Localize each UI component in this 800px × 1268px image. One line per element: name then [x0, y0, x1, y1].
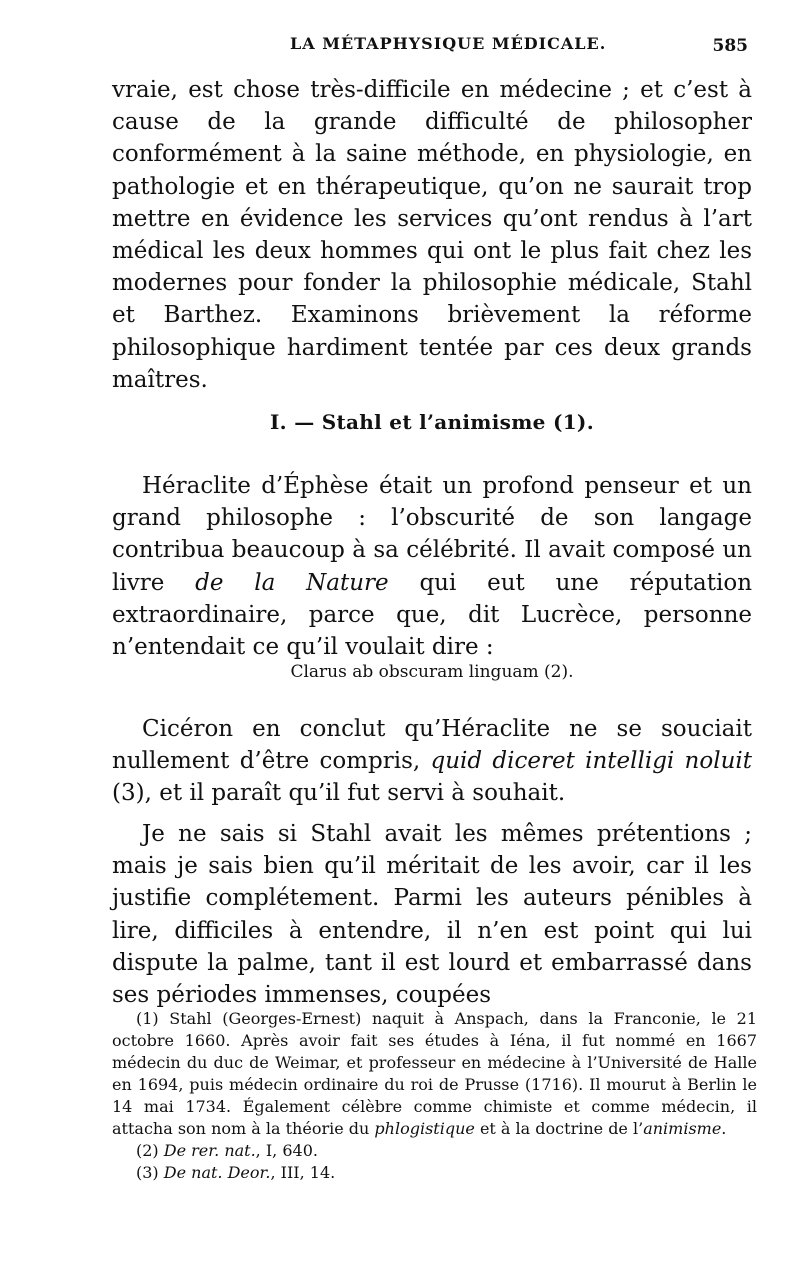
paragraph-heraclite-text-b: qui eut une réputation extraordinaire, parce que, dit Lucrèce, personne n’entendait ce qu’il voulait dire :	[112, 569, 753, 661]
paragraph-ciceron-text-b: (3), et il paraît qu’il fut servi à souhait.	[112, 780, 566, 807]
latin-quote: Clarus ab obscuram linguam (2).	[290, 662, 574, 682]
page-header	[110, 34, 760, 62]
footnote-2-number: (2)	[136, 1141, 164, 1160]
footnote-1-text-b: et à la doctrine de l’	[474, 1119, 644, 1138]
footnote-3-source: De nat. Deor.	[163, 1163, 271, 1182]
footnote-3-reference: , III, 14.	[270, 1163, 336, 1182]
paragraph-stahl-text: Je ne sais si Stahl avait les mêmes prétentions ; mais je sais bien qu’il méritait de les avoir, car il les justifie complétement. Parmi les auteurs pénibles à lire, difficiles à entendre, il n’en est point qui lui dispute la palme, tant il est lourd et embarrassé dans ses périodes immenses, coupées	[112, 821, 752, 1009]
paragraph-ciceron-quote: quid diceret intelligi noluit	[430, 748, 752, 775]
paragraph-intro	[112, 74, 752, 396]
footnote-1-em-animisme: animisme	[643, 1119, 722, 1138]
footnote-1	[112, 1008, 757, 1140]
paragraph-heraclite	[112, 470, 752, 663]
paragraph-stahl	[112, 818, 752, 1011]
footnote-2-source: De rer. nat.	[163, 1141, 256, 1160]
footnote-3	[112, 1162, 757, 1184]
footnotes	[112, 1008, 757, 1184]
paragraph-heraclite-text-a: Héraclite d’Éphèse était un profond penseur et un grand philosophe : l’obscurité de son langage contribua beaucoup à sa célébrité. Il avait composé un livre	[112, 473, 752, 596]
paragraph-intro-text: vraie, est chose très-difficile en médecine ; et c’est à cause de la grande difficulté de philosopher conformément à la saine méthode, en physiologie, en pathologie et en thérapeutique, qu’on ne saurait trop mettre en évidence les services qu’ont rendus à l’art médical les deux hommes qui ont le plus fait chez les modernes pour fonder la philosophie médicale, Stahl et Barthez. Examinons brièvement la réforme philosophique hardiment tentée par ces deux grands maîtres.	[112, 77, 752, 393]
page-number: 585	[712, 36, 748, 56]
paragraph-ciceron	[112, 713, 752, 810]
footnote-1-em-phlogistique: phlogistique	[374, 1119, 475, 1138]
footnote-1-text-a: (1) Stahl (Georges-Ernest) naquit à Anspach, dans la Franconie, le 21 octobre 1660. Après avoir fait ses études à Iéna, il fut nommé en 1667 médecin du duc de Weimar, et professeur en médecine à l’Université de Halle en 1694, puis médecin ordinaire du roi de Prusse (1716). Il mourut à Berlin le 14 mai 1734. Également célèbre comme chimiste et comme médecin, il attacha son nom à la théorie du	[112, 1009, 757, 1138]
footnote-2	[112, 1140, 757, 1162]
footnote-2-reference: , I, 640.	[255, 1141, 318, 1160]
footnote-3-number: (3)	[136, 1163, 164, 1182]
paragraph-heraclite-title: de la Nature	[195, 569, 389, 596]
section-heading: I. — Stahl et l’animisme (1).	[270, 410, 594, 434]
paragraph-ciceron-text-a: Cicéron en conclut qu’Héraclite ne se souciait nullement d’être compris,	[112, 716, 752, 775]
running-head: LA MÉTAPHYSIQUE MÉDICALE.	[290, 34, 607, 53]
footnote-1-text-c: .	[721, 1119, 727, 1138]
